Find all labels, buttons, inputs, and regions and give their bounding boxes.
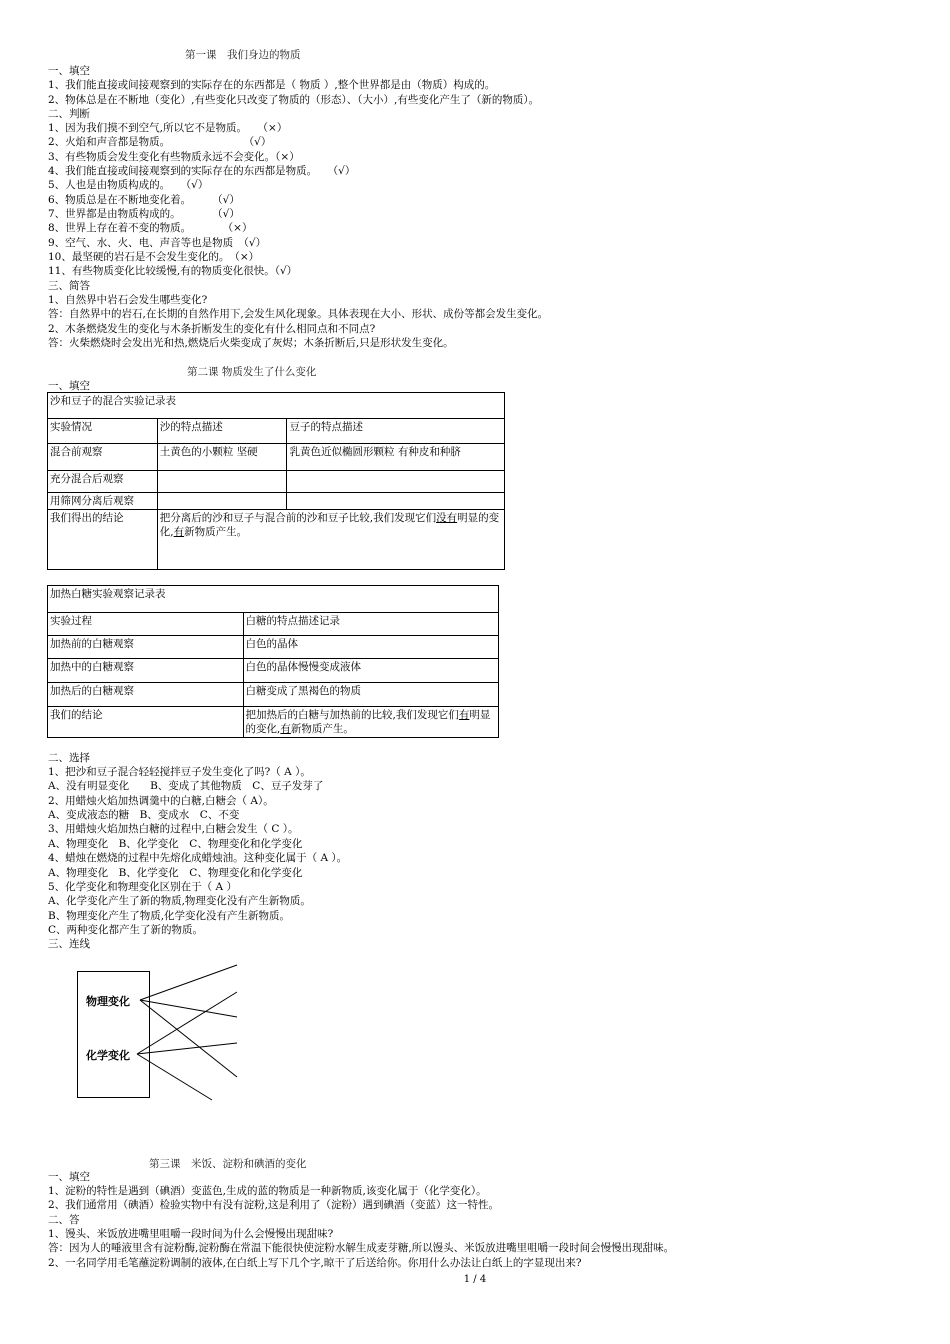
lesson1-fill-item: 1、我们能直接或间接观察到的实际存在的东西都是（ 物质 ）,整个世界都是由（物质）构成的。 xyxy=(48,79,496,91)
conclusion-label: 我们得出的结论 xyxy=(48,510,158,570)
table-header-cell: 实验情况 xyxy=(48,419,158,444)
choice-line: 3、用蜡烛火焰加热白糖的过程中,白糖会发生（ C ）。 xyxy=(48,823,299,835)
table-cell: 白色的晶体慢慢变成液体 xyxy=(243,658,498,682)
lesson1-judge-heading: 二、判断 xyxy=(48,108,90,120)
judge-item: 11、有些物质变化比较缓慢,有的物质变化很快。（√） xyxy=(48,265,298,277)
choice-line: 1、把沙和豆子混合轻轻搅拌豆子发生变化了吗?（ A ）。 xyxy=(48,766,311,778)
short-question: 2、一名同学用毛笔蘸淀粉调制的液体,在白纸上写下几个字,晾干了后送给你。你用什么办法让白纸上的字显现出来? xyxy=(48,1257,582,1269)
match-line xyxy=(140,1000,237,1017)
judge-item: 5、人也是由物质构成的。 （√） xyxy=(48,179,209,191)
choice-line: C、两种变化都产生了新的物质。 xyxy=(48,924,204,936)
lesson3-title: 第三课 米饭、淀粉和碘酒的变化 xyxy=(149,1158,307,1170)
table-cell: 土黄色的小颗粒 坚硬 xyxy=(157,444,287,471)
choice-line: 2、用蜡烛火焰加热调羹中的白糖,白糖会（ A）。 xyxy=(48,795,274,807)
choice-line: A、化学变化产生了新的物质,物理变化没有产生新物质。 xyxy=(48,895,311,907)
lesson1-fill-heading: 一、填空 xyxy=(48,65,90,77)
short-question: 1、馒头、米饭放进嘴里咀嚼一段时间为什么会慢慢出现甜味? xyxy=(48,1228,334,1240)
table-cell: 用筛网分离后观察 xyxy=(48,493,158,510)
table-cell: 充分混合后观察 xyxy=(48,471,158,493)
conclusion-underlined: 没有 xyxy=(436,512,458,524)
judge-item: 2、火焰和声音都是物质。 （√） xyxy=(48,136,272,148)
conclusion-part: 明显的变化, xyxy=(159,512,500,538)
choice-line: A、没有明显变化 B、变成了其他物质 C、豆子发芽了 xyxy=(48,780,324,792)
choice-line: B、物理变化产生了物质,化学变化没有产生新物质。 xyxy=(48,910,291,922)
short-answer: 答：火柴燃烧时会发出光和热,燃烧后火柴变成了灰烬；木条折断后,只是形状发生变化。 xyxy=(48,337,454,349)
match-line xyxy=(140,965,237,1000)
short-question: 2、木条燃烧发生的变化与木条折断发生的变化有什么相同点和不同点? xyxy=(48,323,376,335)
conclusion-part: 把分离后的沙和豆子与混合前的沙和豆子比较,我们发现它们 xyxy=(159,512,437,524)
lesson3-fill-item: 2、我们通常用（碘酒）检验实物中有没有淀粉,这是利用了（淀粉）遇到碘酒（变蓝）这一特性。 xyxy=(48,1199,500,1211)
lesson3-short-heading: 二、答 xyxy=(48,1214,80,1226)
choice-line: 4、蜡烛在燃烧的过程中先熔化成蜡烛油。这种变化属于（ A ）。 xyxy=(48,852,348,864)
lesson1-short-heading: 三、简答 xyxy=(48,280,90,292)
judge-item: 4、我们能直接或间接观察到的实际存在的东西都是物质。 （√） xyxy=(48,165,356,177)
match-line xyxy=(140,1000,237,1077)
lesson2-fill-heading: 一、填空 xyxy=(48,380,90,392)
match-label-physical: 物理变化 xyxy=(86,995,130,1008)
conclusion-part: 新物质产生。 xyxy=(290,722,354,735)
lesson2-title: 第二课 物质发生了什么变化 xyxy=(187,366,317,378)
table-header-cell: 实验过程 xyxy=(48,612,244,635)
lesson2-choice-heading: 二、选择 xyxy=(48,752,90,764)
conclusion-part: 新物质产生。 xyxy=(184,526,248,538)
judge-item: 7、世界都是由物质构成的。 （√） xyxy=(48,208,240,220)
table-cell: 加热中的白糖观察 xyxy=(48,658,244,682)
table-cell: 白色的晶体 xyxy=(243,635,498,658)
table-caption: 加热白糖实验观察记录表 xyxy=(48,586,499,612)
short-answer: 答：自然界中的岩石,在长期的自然作用下,会发生风化现象。具体表现在大小、形状、成份等都会发生变化。 xyxy=(48,308,549,320)
conclusion-underlined: 有 xyxy=(458,708,470,721)
choice-line: A、物理变化 B、化学变化 C、物理变化和化学变化 xyxy=(48,867,303,879)
short-answer: 答：因为人的唾液里含有淀粉酶,淀粉酶在常温下能很快使淀粉水解生成麦芽糖,所以馒头、米饭放进嘴里咀嚼一段时间会慢慢出现甜味。 xyxy=(48,1242,675,1254)
page-number: 1 / 4 xyxy=(463,1274,487,1285)
lesson3-fill-item: 1、淀粉的特性是遇到（碘酒）变蓝色,生成的蓝的物质是一种新物质,该变化属于（化学变化）。 xyxy=(48,1185,487,1197)
judge-item: 10、最坚硬的岩石是不会发生变化的。 （×） xyxy=(48,251,260,263)
table-header-cell: 白糖的特点描述记录 xyxy=(243,612,498,635)
conclusion-part: 明显的变化, xyxy=(245,708,491,735)
match-line xyxy=(137,1054,212,1100)
conclusion-label: 我们的结论 xyxy=(48,706,244,737)
judge-item: 1、因为我们摸不到空气,所以它不是物质。 （×） xyxy=(48,122,288,134)
choice-line: A、物理变化 B、化学变化 C、物理变化和化学变化 xyxy=(48,838,303,850)
table-header-cell: 沙的特点描述 xyxy=(157,419,287,444)
table-cell: 加热后的白糖观察 xyxy=(48,682,244,706)
match-label-chemical: 化学变化 xyxy=(86,1049,130,1062)
table-cell: 加热前的白糖观察 xyxy=(48,635,244,658)
lesson3-fill-heading: 一、填空 xyxy=(48,1171,90,1183)
table-header-cell: 豆子的特点描述 xyxy=(287,419,505,444)
judge-item: 8、世界上存在着不变的物质。 （×） xyxy=(48,222,253,234)
short-question: 1、自然界中岩石会发生哪些变化? xyxy=(48,294,208,306)
lesson1-title: 第一课 我们身边的物质 xyxy=(185,49,301,61)
table-caption: 沙和豆子的混合实验记录表 xyxy=(48,393,505,419)
lesson1-fill-item: 2、物体总是在不断地（变化）,有些变化只改变了物质的（形态）、（大小）,有些变化产生了（新的物质）。 xyxy=(48,94,540,106)
lesson2-match-heading: 三、连线 xyxy=(48,938,90,950)
judge-item: 9、空气、水、火、电、声音等也是物质 （√） xyxy=(48,237,267,249)
table-cell: 混合前观察 xyxy=(48,444,158,471)
conclusion-underlined: 有 xyxy=(173,526,185,538)
table-cell: 白糖变成了黑褐色的物质 xyxy=(243,682,498,706)
choice-line: A、变成液态的糖 B、变成水 C、不变 xyxy=(48,809,240,821)
conclusion-part: 把加热后的白糖与加热前的比较,我们发现它们 xyxy=(245,708,459,721)
judge-item: 6、物质总是在不断地变化着。 （√） xyxy=(48,194,240,206)
judge-item: 3、有些物质会发生变化有些物质永远不会变化。（×） xyxy=(48,151,300,163)
table-cell: 乳黄色近似椭圆形颗粒 有种皮和种脐 xyxy=(287,444,505,471)
choice-line: 5、化学变化和物理变化区别在于（ A ） xyxy=(48,881,237,893)
conclusion-underlined: 有 xyxy=(280,722,291,735)
